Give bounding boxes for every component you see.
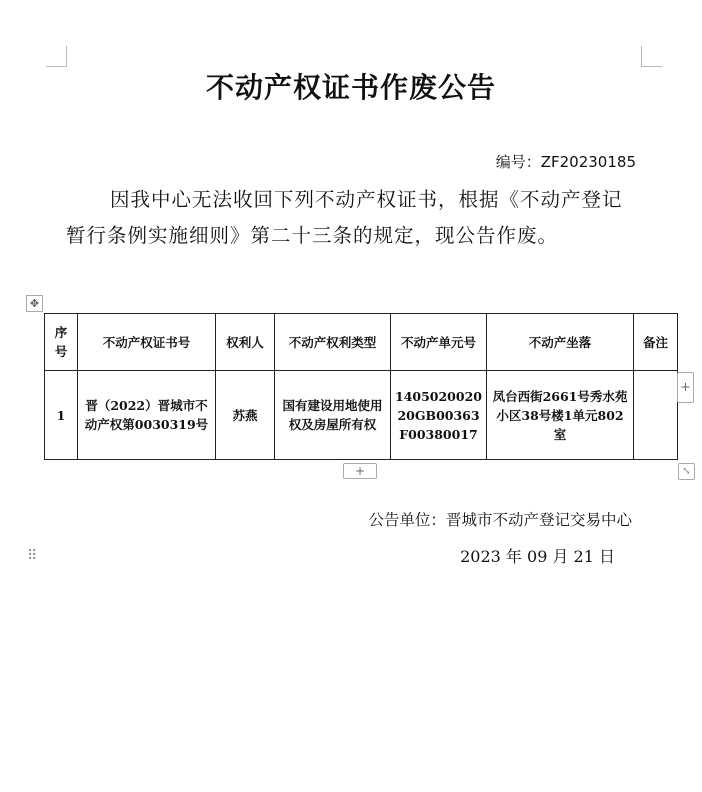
header-unit-no: 不动产单元号 xyxy=(391,314,487,371)
table-resize-icon[interactable]: ⤡ xyxy=(678,463,695,480)
header-right-type: 不动产权利类型 xyxy=(275,314,391,371)
header-location: 不动产坐落 xyxy=(487,314,634,371)
crop-mark-top-right xyxy=(641,46,662,67)
header-cert-no: 不动产权证书号 xyxy=(78,314,216,371)
cell-remark xyxy=(634,371,678,460)
issue-date: 2023 年 09 月 21 日 xyxy=(460,547,615,566)
cell-owner: 苏燕 xyxy=(216,371,275,460)
add-column-button[interactable]: + xyxy=(677,372,694,403)
notice-table xyxy=(44,313,678,460)
cell-right-type: 国有建设用地使用权及房屋所有权 xyxy=(275,371,391,460)
crop-mark-top-left xyxy=(46,46,67,67)
cell-index: 1 xyxy=(45,371,78,460)
issuer-line: 公告单位：晋城市不动产登记交易中心 xyxy=(368,511,632,529)
cell-unit-no: 140502002020GB00363F00380017 xyxy=(391,371,487,460)
drag-handle-icon[interactable]: ⠿ xyxy=(27,548,38,564)
add-row-button[interactable]: + xyxy=(343,463,377,479)
page-title: 不动产权证书作废公告 xyxy=(205,71,496,104)
header-index: 序号 xyxy=(45,314,78,371)
table-row xyxy=(45,371,678,460)
cell-location: 凤台西街2661号秀水苑小区38号楼1单元802室 xyxy=(487,371,634,460)
header-remark: 备注 xyxy=(634,314,678,371)
cell-cert-no: 晋（2022）晋城市不动产权第0030319号 xyxy=(78,371,216,460)
document-number: 编号：ZF20230185 xyxy=(495,153,636,171)
table-header-row xyxy=(45,314,678,371)
table-move-icon[interactable]: ✥ xyxy=(26,295,43,312)
notice-body: 因我中心无法收回下列不动产权证书，根据《不动产登记暂行条例实施细则》第二十三条的规定，现公告作废。 xyxy=(66,188,623,247)
header-owner: 权利人 xyxy=(216,314,275,371)
